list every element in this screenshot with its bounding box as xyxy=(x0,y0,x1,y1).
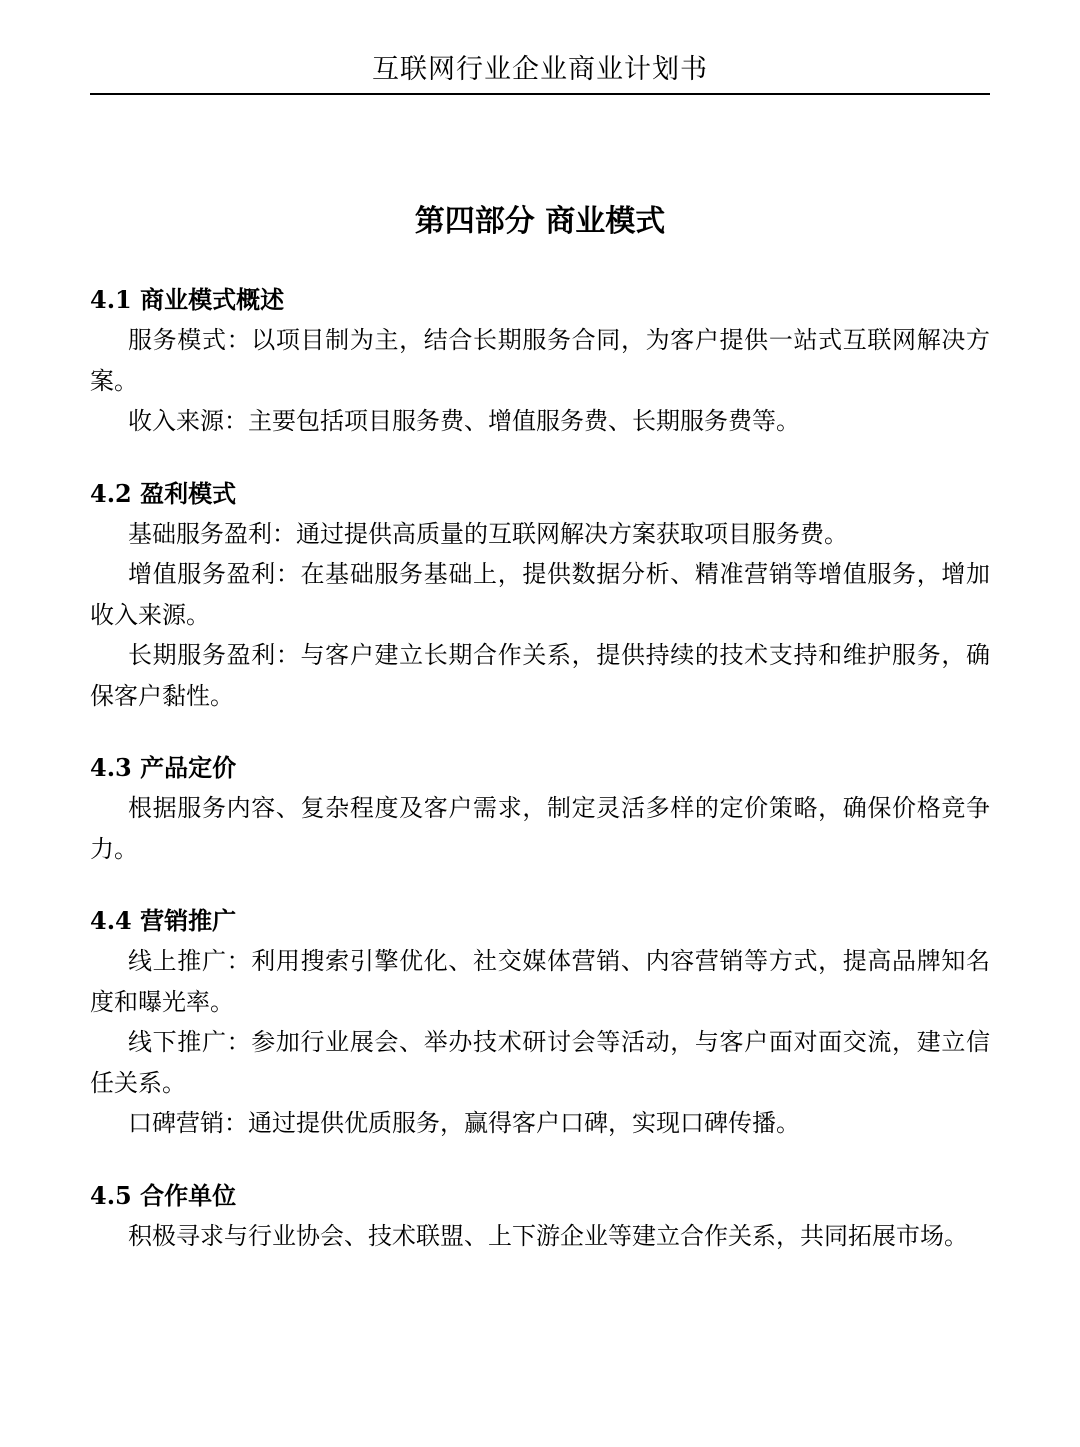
header-divider xyxy=(90,93,990,95)
section-marketing xyxy=(90,901,990,1144)
section-heading: 4.1 商业模式概述 xyxy=(90,285,285,314)
section-heading: 4.5 合作单位 xyxy=(90,1180,237,1210)
document-body xyxy=(90,280,990,1288)
paragraph: 根据服务内容、复杂程度及客户需求，制定灵活多样的定价策略，确保价格竞争力。 xyxy=(90,794,990,863)
paragraph: 收入来源：主要包括项目服务费、增值服务费、长期服务费等。 xyxy=(128,407,800,435)
paragraph: 长期服务盈利：与客户建立长期合作关系，提供持续的技术支持和维护服务，确保客户黏性。 xyxy=(90,641,990,710)
paragraph: 口碑营销：通过提供优质服务，赢得客户口碑，实现口碑传播。 xyxy=(128,1109,800,1137)
section-heading: 4.4 营销推广 xyxy=(90,906,237,935)
paragraph: 服务模式：以项目制为主，结合长期服务合同，为客户提供一站式互联网解决方案。 xyxy=(90,326,990,395)
paragraph: 积极寻求与行业协会、技术联盟、上下游企业等建立合作关系，共同拓展市场。 xyxy=(128,1221,968,1250)
part-title: 第四部分 商业模式 xyxy=(414,204,666,240)
section-partners xyxy=(90,1176,990,1257)
section-profit-model xyxy=(90,474,990,717)
section-heading: 4.2 盈利模式 xyxy=(90,478,237,508)
paragraph: 线下推广：参加行业展会、举办技术研讨会等活动，与客户面对面交流，建立信任关系。 xyxy=(90,1028,990,1097)
running-header-title: 互联网行业企业商业计划书 xyxy=(372,54,708,85)
paragraph: 基础服务盈利：通过提供高质量的互联网解决方案获取项目服务费。 xyxy=(128,519,848,548)
section-business-model-overview xyxy=(90,280,990,442)
section-heading: 4.3 产品定价 xyxy=(90,753,237,782)
section-product-pricing xyxy=(90,748,990,869)
paragraph: 增值服务盈利：在基础服务基础上，提供数据分析、精准营销等增值服务，增加收入来源。 xyxy=(90,560,990,629)
paragraph: 线上推广：利用搜索引擎优化、社交媒体营销、内容营销等方式，提高品牌知名度和曝光率。 xyxy=(90,947,990,1016)
